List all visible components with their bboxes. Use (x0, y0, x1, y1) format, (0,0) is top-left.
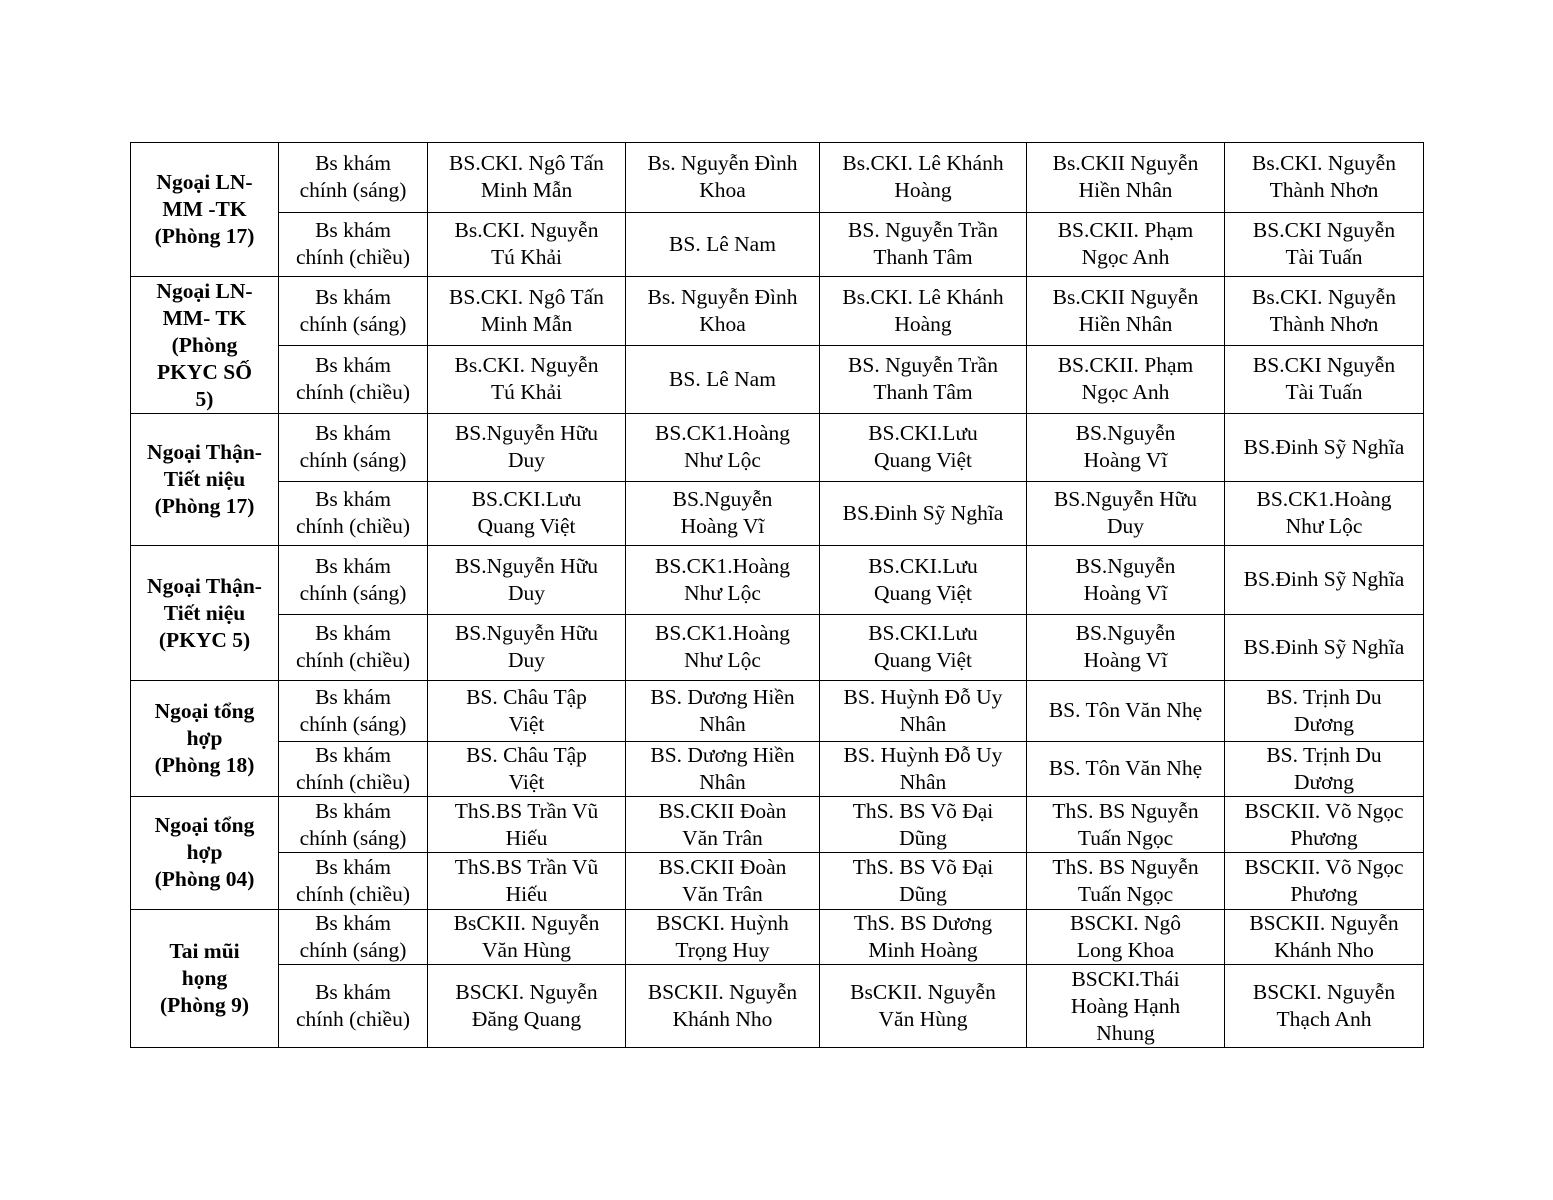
doctor-name: BS.Nguyễn Hoàng Vĩ (1075, 553, 1176, 605)
doctor-cell (1027, 481, 1225, 545)
department-label: Ngoại tổng hợp (Phòng 04) (154, 813, 255, 892)
doctor-name: Bs.CKI. Nguyễn Tú Khải (454, 353, 599, 405)
doctor-cell (1225, 143, 1424, 213)
shift-label: Bs khám chính (sáng) (299, 684, 407, 736)
shift-label: Bs khám chính (sáng) (299, 151, 407, 203)
doctor-cell (820, 614, 1027, 681)
doctor-name: ThS. BS Dương Minh Hoàng (853, 910, 993, 962)
doctor-name: BS. Châu Tập Việt (466, 742, 587, 794)
table-row (131, 614, 1424, 681)
doctor-cell (1027, 796, 1225, 852)
table-row (131, 965, 1424, 1048)
doctor-cell (820, 796, 1027, 852)
doctor-cell (1225, 345, 1424, 414)
doctor-cell (626, 741, 820, 796)
doctor-name: BSCKII. Nguyễn Khánh Nho (647, 980, 798, 1032)
doctor-name: BS. Dương Hiền Nhân (650, 742, 795, 794)
shift-label: Bs khám chính (sáng) (299, 421, 407, 473)
doctor-cell (1027, 741, 1225, 796)
table-row (131, 909, 1424, 964)
doctor-cell (428, 909, 626, 964)
table-row (131, 143, 1424, 213)
department-cell (131, 414, 279, 546)
doctor-cell (626, 853, 820, 909)
doctor-name: BsCKII. Nguyễn Văn Hùng (453, 910, 600, 962)
doctor-name: BS.Nguyễn Hoàng Vĩ (1075, 621, 1176, 673)
doctor-name: BS.CKI.Lưu Quang Việt (868, 621, 978, 673)
doctor-name: Bs.CKII Nguyễn Hiền Nhân (1052, 151, 1199, 203)
doctor-cell (1027, 345, 1225, 414)
doctor-name: BS. Huỳnh Đỗ Uy Nhân (843, 742, 1003, 794)
shift-label: Bs khám chính (chiều) (295, 621, 411, 673)
doctor-name: BS.CK1.Hoàng Như Lộc (655, 421, 790, 473)
doctor-cell (1027, 681, 1225, 741)
doctor-cell (1225, 414, 1424, 482)
table-row (131, 277, 1424, 346)
doctor-name: BS. Châu Tập Việt (466, 684, 587, 736)
doctor-name: BS.CKI.Lưu Quang Việt (868, 553, 978, 605)
doctor-cell (428, 853, 626, 909)
shift-label: Bs khám chính (chiều) (295, 742, 411, 794)
doctor-name: BS. Lê Nam (669, 366, 776, 391)
doctor-name: BSCKI. Nguyễn Đăng Quang (455, 980, 598, 1032)
shift-cell (279, 965, 428, 1048)
doctor-name: BS.CKI.Lưu Quang Việt (471, 487, 582, 539)
doctor-name: BS. Lê Nam (669, 231, 776, 256)
doctor-cell (1027, 853, 1225, 909)
doctor-name: BS.Nguyễn Hoàng Vĩ (672, 487, 773, 539)
table-row (131, 481, 1424, 545)
doctor-cell (820, 546, 1027, 615)
doctor-cell (820, 741, 1027, 796)
shift-cell (279, 614, 428, 681)
doctor-cell (820, 212, 1027, 276)
doctor-cell (1027, 143, 1225, 213)
doctor-cell (1027, 212, 1225, 276)
doctor-name: BS.CKI. Ngô Tấn Minh Mẫn (449, 284, 604, 336)
schedule-table (130, 142, 1424, 1048)
doctor-cell (1225, 965, 1424, 1048)
doctor-cell (626, 481, 820, 545)
doctor-cell (428, 481, 626, 545)
doctor-cell (1027, 414, 1225, 482)
doctor-name: Bs.CKI. Nguyễn Tú Khải (454, 218, 599, 270)
department-cell (131, 143, 279, 277)
table-row (131, 796, 1424, 852)
doctor-cell (428, 741, 626, 796)
doctor-cell (626, 965, 820, 1048)
shift-cell (279, 546, 428, 615)
table-row (131, 681, 1424, 741)
doctor-name: BS.CKII. Phạm Ngọc Anh (1057, 218, 1194, 270)
doctor-name: ThS.BS Trần Vũ Hiếu (454, 798, 599, 850)
department-cell (131, 546, 279, 681)
doctor-name: BSCKI. Nguyễn Thạch Anh (1252, 980, 1396, 1032)
doctor-cell (626, 909, 820, 964)
doctor-name: BS.Nguyễn Hữu Duy (454, 621, 599, 673)
shift-cell (279, 681, 428, 741)
doctor-cell (1225, 681, 1424, 741)
doctor-name: BS. Trịnh Du Dương (1266, 742, 1382, 794)
doctor-name: Bs.CKI. Nguyễn Thành Nhơn (1252, 151, 1396, 203)
doctor-name: BsCKII. Nguyễn Văn Hùng (850, 980, 996, 1032)
doctor-cell (820, 681, 1027, 741)
doctor-name: ThS. BS Võ Đại Dũng (852, 855, 994, 907)
department-label: Ngoại Thận- Tiết niệu (Phòng 17) (147, 440, 262, 519)
doctor-cell (820, 277, 1027, 346)
shift-cell (279, 909, 428, 964)
schedule-body (131, 143, 1424, 1048)
department-label: Ngoại Thận- Tiết niệu (PKYC 5) (147, 573, 262, 652)
doctor-name: BSCKII. Nguyễn Khánh Nho (1249, 910, 1399, 962)
doctor-cell (428, 965, 626, 1048)
doctor-name: BS.Nguyễn Hữu Duy (1053, 487, 1198, 539)
doctor-cell (820, 909, 1027, 964)
doctor-cell (1225, 741, 1424, 796)
doctor-cell (626, 212, 820, 276)
doctor-name: Bs. Nguyễn Đình Khoa (647, 151, 798, 203)
shift-cell (279, 853, 428, 909)
doctor-name: BSCKII. Võ Ngọc Phương (1244, 798, 1404, 850)
doctor-cell (428, 212, 626, 276)
doctor-name: ThS. BS Nguyễn Tuấn Ngọc (1052, 855, 1199, 907)
doctor-cell (626, 546, 820, 615)
doctor-cell (626, 796, 820, 852)
doctor-name: BS.CK1.Hoàng Như Lộc (655, 553, 790, 605)
doctor-cell (1225, 796, 1424, 852)
doctor-name: BSCKI.Thái Hoàng Hạnh Nhung (1070, 966, 1181, 1045)
doctor-name: BS.CKI. Ngô Tấn Minh Mẫn (449, 151, 604, 203)
department-cell (131, 277, 279, 414)
doctor-name: BS.CKII. Phạm Ngọc Anh (1057, 353, 1194, 405)
doctor-cell (428, 414, 626, 482)
doctor-name: BS.Đinh Sỹ Nghĩa (1243, 634, 1405, 659)
doctor-name: BS. Tôn Văn Nhẹ (1048, 756, 1203, 781)
doctor-cell (428, 546, 626, 615)
department-label: Tai mũi họng (Phòng 9) (160, 938, 249, 1017)
doctor-cell (626, 277, 820, 346)
doctor-cell (428, 614, 626, 681)
doctor-name: BS.Nguyễn Hoàng Vĩ (1075, 421, 1176, 473)
doctor-cell (1225, 546, 1424, 615)
doctor-cell (1225, 481, 1424, 545)
doctor-cell (626, 143, 820, 213)
shift-cell (279, 212, 428, 276)
doctor-name: Bs.CKII Nguyễn Hiền Nhân (1052, 284, 1199, 336)
doctor-name: BS.CKI Nguyễn Tài Tuấn (1252, 353, 1396, 405)
doctor-name: BS. Huỳnh Đỗ Uy Nhân (843, 684, 1003, 736)
department-label: Ngoại LN- MM -TK (Phòng 17) (154, 170, 255, 248)
department-label: Ngoại tổng hợp (Phòng 18) (154, 699, 255, 777)
doctor-name: BS. Dương Hiền Nhân (650, 684, 795, 736)
doctor-cell (1027, 965, 1225, 1048)
doctor-name: BS.Nguyễn Hữu Duy (454, 421, 599, 473)
doctor-name: BSCKII. Võ Ngọc Phương (1244, 855, 1404, 907)
doctor-cell (428, 143, 626, 213)
doctor-cell (1027, 546, 1225, 615)
doctor-name: ThS. BS Võ Đại Dũng (852, 798, 994, 850)
doctor-name: BS. Nguyễn Trần Thanh Tâm (848, 218, 998, 270)
table-row (131, 414, 1424, 482)
doctor-cell (1225, 212, 1424, 276)
doctor-cell (1027, 614, 1225, 681)
shift-cell (279, 796, 428, 852)
shift-label: Bs khám chính (chiều) (295, 980, 411, 1032)
doctor-cell (1225, 614, 1424, 681)
shift-cell (279, 481, 428, 545)
doctor-cell (1225, 853, 1424, 909)
doctor-cell (1027, 277, 1225, 346)
shift-cell (279, 277, 428, 346)
shift-label: Bs khám chính (chiều) (295, 353, 411, 405)
doctor-cell (820, 414, 1027, 482)
shift-label: Bs khám chính (sáng) (299, 553, 407, 605)
department-cell (131, 909, 279, 1047)
shift-cell (279, 741, 428, 796)
shift-cell (279, 345, 428, 414)
doctor-name: ThS. BS Nguyễn Tuấn Ngọc (1052, 798, 1199, 850)
doctor-name: BS.Đinh Sỹ Nghĩa (1243, 434, 1405, 459)
doctor-name: BS. Tôn Văn Nhẹ (1048, 698, 1203, 723)
doctor-cell (1225, 909, 1424, 964)
doctor-name: BS.CK1.Hoàng Như Lộc (1256, 487, 1392, 539)
shift-label: Bs khám chính (chiều) (295, 487, 411, 539)
shift-label: Bs khám chính (sáng) (299, 910, 407, 962)
doctor-name: BS.CKII Đoàn Văn Trân (658, 798, 787, 850)
doctor-name: BS.Nguyễn Hữu Duy (454, 553, 599, 605)
doctor-cell (626, 614, 820, 681)
doctor-cell (820, 143, 1027, 213)
doctor-name: Bs.CKI. Lê Khánh Hoàng (842, 151, 1004, 203)
doctor-cell (428, 796, 626, 852)
doctor-name: BS.Đinh Sỹ Nghĩa (1243, 567, 1405, 592)
doctor-name: ThS.BS Trần Vũ Hiếu (454, 855, 599, 907)
doctor-name: BS. Trịnh Du Dương (1266, 684, 1382, 736)
department-cell (131, 681, 279, 797)
doctor-cell (1027, 909, 1225, 964)
doctor-name: BS. Nguyễn Trần Thanh Tâm (848, 353, 998, 405)
table-row (131, 741, 1424, 796)
doctor-name: Bs.CKI. Nguyễn Thành Nhơn (1252, 284, 1396, 336)
doctor-cell (428, 345, 626, 414)
doctor-name: BSCKI. Huỳnh Trọng Huy (656, 910, 789, 962)
doctor-cell (820, 481, 1027, 545)
doctor-name: BSCKI. Ngô Long Khoa (1069, 910, 1182, 962)
table-row (131, 546, 1424, 615)
shift-label: Bs khám chính (chiều) (295, 855, 411, 907)
doctor-cell (626, 681, 820, 741)
doctor-name: BS.CK1.Hoàng Như Lộc (655, 621, 790, 673)
doctor-cell (626, 414, 820, 482)
shift-cell (279, 414, 428, 482)
department-cell (131, 796, 279, 909)
doctor-cell (428, 277, 626, 346)
doctor-name: Bs. Nguyễn Đình Khoa (647, 284, 798, 336)
doctor-cell (820, 345, 1027, 414)
department-label: Ngoại LN- MM- TK (Phòng PKYC SỐ 5) (156, 278, 253, 411)
doctor-cell (1225, 277, 1424, 346)
doctor-name: BS.CKI Nguyễn Tài Tuấn (1252, 218, 1396, 270)
doctor-name: BS.CKI.Lưu Quang Việt (868, 421, 978, 473)
doctor-cell (428, 681, 626, 741)
doctor-cell (626, 345, 820, 414)
doctor-name: BS.CKII Đoàn Văn Trân (658, 855, 787, 907)
table-row (131, 853, 1424, 909)
shift-label: Bs khám chính (sáng) (299, 798, 407, 850)
table-row (131, 345, 1424, 414)
doctor-cell (820, 965, 1027, 1048)
shift-label: Bs khám chính (sáng) (299, 284, 407, 336)
shift-label: Bs khám chính (chiều) (295, 218, 411, 270)
table-row (131, 212, 1424, 276)
doctor-cell (820, 853, 1027, 909)
doctor-name: BS.Đinh Sỹ Nghĩa (842, 500, 1004, 525)
doctor-name: Bs.CKI. Lê Khánh Hoàng (842, 284, 1004, 336)
shift-cell (279, 143, 428, 213)
